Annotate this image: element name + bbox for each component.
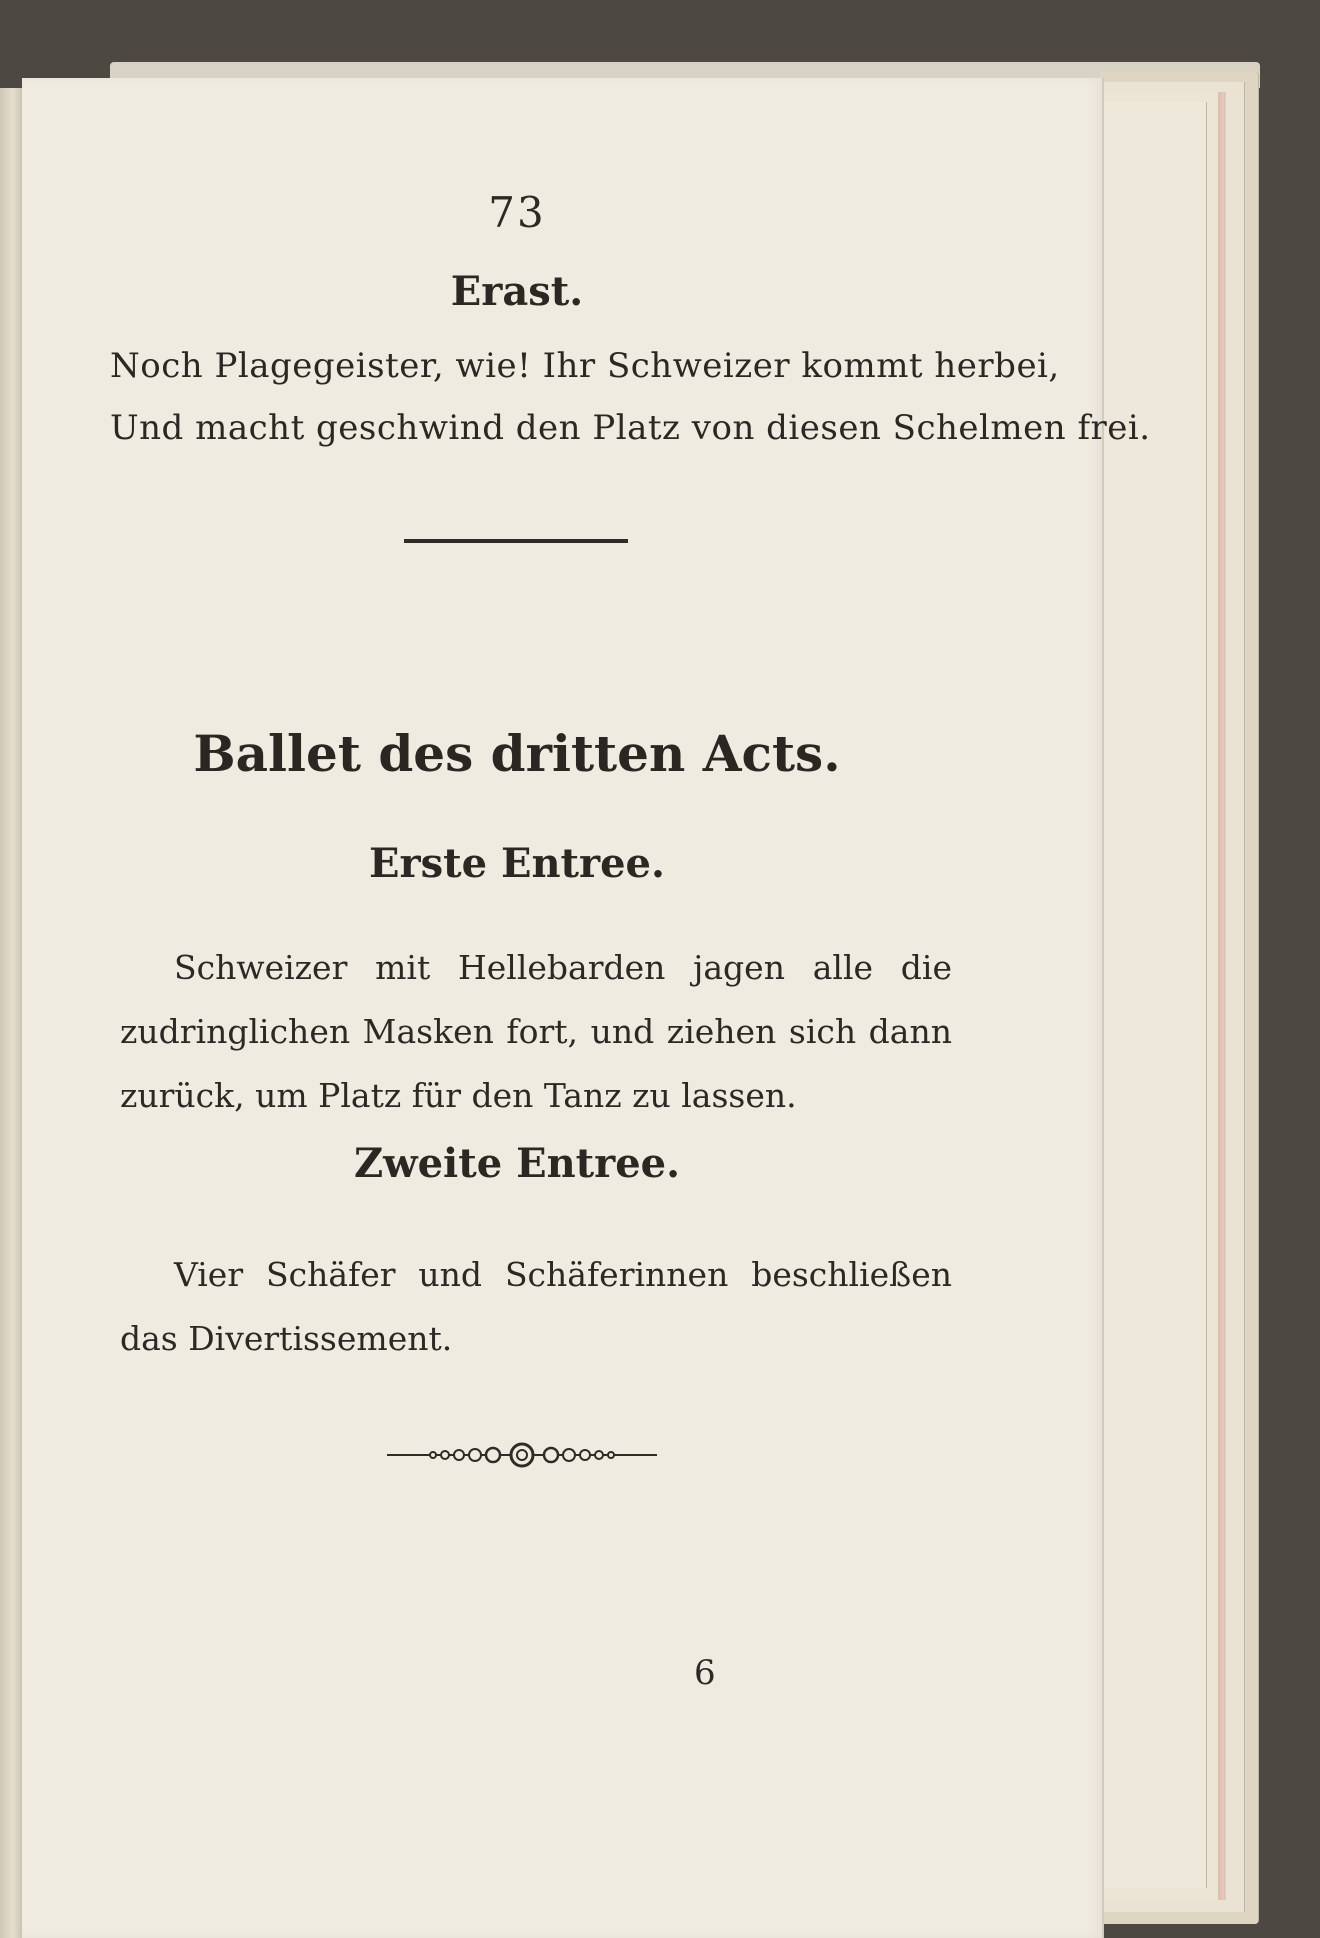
ornament-divider-icon bbox=[387, 1441, 657, 1469]
entry-text: Vier Schäfer und Schäferinnen beschließen das Divertissement. bbox=[120, 1255, 952, 1358]
verse-line: Noch Plagegeister, wie! Ihr Schweizer kommt herbei, bbox=[110, 346, 1060, 386]
verse-line: Und macht geschwind den Platz von diesen Schelmen frei. bbox=[110, 408, 1151, 448]
page-number: 73 bbox=[488, 188, 546, 237]
section-divider-rule bbox=[404, 539, 628, 543]
entry-title: Zweite Entree. bbox=[353, 1140, 681, 1187]
page-stack-tint bbox=[1218, 92, 1226, 1900]
page-stack-edge bbox=[1088, 102, 1207, 1888]
facing-page-edge bbox=[0, 88, 22, 1938]
book-page bbox=[22, 78, 1151, 1938]
speaker-name: Erast. bbox=[450, 268, 584, 315]
entry-title: Erste Entree. bbox=[369, 840, 665, 887]
signature-mark: 6 bbox=[694, 1653, 716, 1693]
entry-text: Schweizer mit Hellebarden jagen alle die zudringlichen Masken fort, und ziehen sich dann zurück, um Platz für den Tanz zu lassen. bbox=[120, 948, 952, 1115]
section-heading: Ballet des dritten Acts. bbox=[193, 724, 841, 783]
